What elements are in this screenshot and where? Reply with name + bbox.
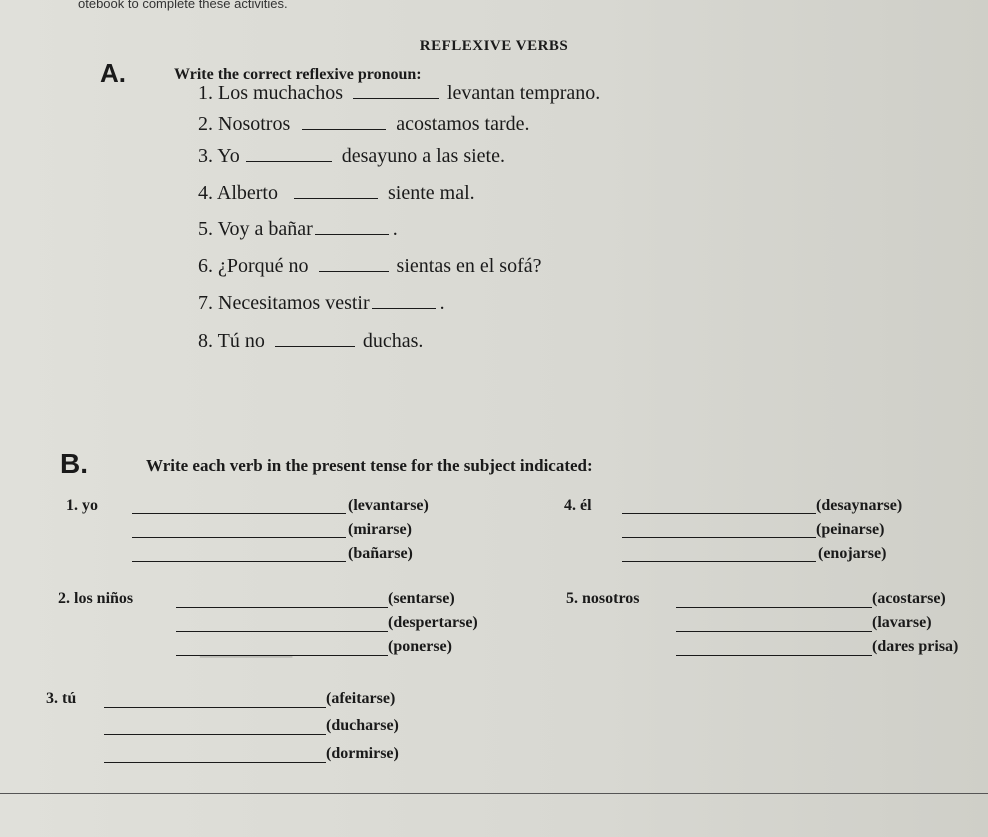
group-5-verb-3: (dares prisa) (872, 638, 959, 655)
item-a-3-prompt: 3. Yo (198, 145, 240, 167)
item-a-3-rest: desayuno a las siete. (341, 145, 505, 167)
group-5-subject: 5. nosotros (566, 590, 640, 607)
section-a-letter: A. (100, 58, 126, 88)
item-a-6 (198, 255, 542, 278)
group-3-verb-2: (ducharse) (326, 717, 399, 734)
item-a-1-blank[interactable] (353, 97, 439, 99)
item-a-3-blank[interactable] (246, 160, 332, 162)
group-3-answer-line-1[interactable] (104, 707, 326, 708)
item-a-2-rest: acostamos tarde. (396, 113, 530, 135)
group-1-verb-3: (bañarse) (348, 545, 413, 562)
item-a-4-prompt: 4. Alberto (198, 182, 278, 204)
item-a-8 (198, 330, 423, 353)
group-4-verb-1: (desaynarse) (816, 497, 903, 514)
group-4-answer-line-2[interactable] (622, 537, 816, 538)
group-4-answer-line-1[interactable] (622, 513, 816, 514)
page-bottom-rule (0, 793, 988, 794)
item-a-5-prompt: 5. Voy a bañar (198, 218, 313, 240)
item-a-6-blank[interactable] (319, 270, 389, 272)
item-a-2-prompt: 2. Nosotros (198, 113, 291, 135)
item-a-5 (198, 218, 398, 241)
item-a-6-rest: sientas en el sofá? (396, 255, 542, 277)
group-3-answer-line-2[interactable] (104, 734, 326, 735)
item-a-8-prompt: 8. Tú no (198, 330, 265, 352)
item-a-5-rest: . (392, 218, 398, 240)
group-1-verb-2: (mirarse) (348, 521, 412, 538)
group-5-answer-line-2[interactable] (676, 631, 872, 632)
item-a-1-prompt: 1. Los muchachos (198, 82, 343, 104)
item-a-7 (198, 292, 445, 315)
item-a-2 (198, 113, 530, 136)
group-2-subject: 2. los niños (58, 590, 134, 607)
group-2-answer-line-1[interactable] (176, 607, 388, 608)
group-1-verb-1: (levantarse) (348, 497, 429, 514)
item-a-4 (198, 182, 475, 205)
section-a-instruction: Write the correct reflexive pronoun: (174, 66, 422, 83)
group-1-answer-line-2[interactable] (132, 537, 346, 538)
group-3-subject: 3. tú (46, 690, 77, 707)
group-3-verb-3: (dormirse) (326, 745, 399, 762)
item-a-1-rest: levantan temprano. (446, 82, 601, 104)
group-5-answer-line-3[interactable] (676, 655, 872, 656)
group-2-verb-3: (ponerse) (388, 638, 452, 655)
group-1-answer-line-3[interactable] (132, 561, 346, 562)
group-4-answer-line-3[interactable] (622, 561, 816, 562)
group-2-verb-1: (sentarse) (388, 590, 455, 607)
group-5-answer-line-1[interactable] (676, 607, 872, 608)
group-2-verb-2: (despertarse) (388, 614, 478, 631)
top-instruction-fragment: otebook to complete these activities. (78, 0, 288, 11)
group-3-answer-line-3[interactable] (104, 762, 326, 763)
page-title: REFLEXIVE VERBS (419, 38, 569, 54)
group-5-verb-2: (lavarse) (872, 614, 932, 631)
bleed-through-text: ▁▁▁▁▁▁▁▁ (200, 641, 293, 658)
group-4-verb-3: (enojarse) (818, 545, 887, 562)
group-1-answer-line-1[interactable] (132, 513, 346, 514)
group-5-verb-1: (acostarse) (872, 590, 946, 607)
item-a-4-rest: siente mal. (388, 182, 475, 204)
item-a-1 (198, 82, 600, 105)
item-a-4-blank[interactable] (294, 197, 378, 199)
section-b-letter: B. (60, 448, 88, 479)
item-a-7-blank[interactable] (372, 307, 436, 309)
group-1-subject: 1. yo (66, 497, 98, 514)
item-a-3 (198, 145, 505, 168)
item-a-7-prompt: 7. Necesitamos vestir (198, 292, 370, 314)
group-2-answer-line-2[interactable] (176, 631, 388, 632)
item-a-2-blank[interactable] (302, 128, 386, 130)
item-a-8-blank[interactable] (275, 345, 355, 347)
group-2-answer-line-3[interactable] (176, 655, 388, 656)
group-3-verb-1: (afeitarse) (326, 690, 396, 707)
section-b-instruction: Write each verb in the present tense for the subject indicated: (146, 456, 593, 475)
item-a-6-prompt: 6. ¿Porqué no (198, 255, 309, 277)
group-4-subject: 4. él (564, 497, 592, 514)
item-a-5-blank[interactable] (315, 233, 389, 235)
item-a-7-rest: . (439, 292, 445, 314)
group-4-verb-2: (peinarse) (816, 521, 885, 538)
item-a-8-rest: duchas. (362, 330, 424, 352)
